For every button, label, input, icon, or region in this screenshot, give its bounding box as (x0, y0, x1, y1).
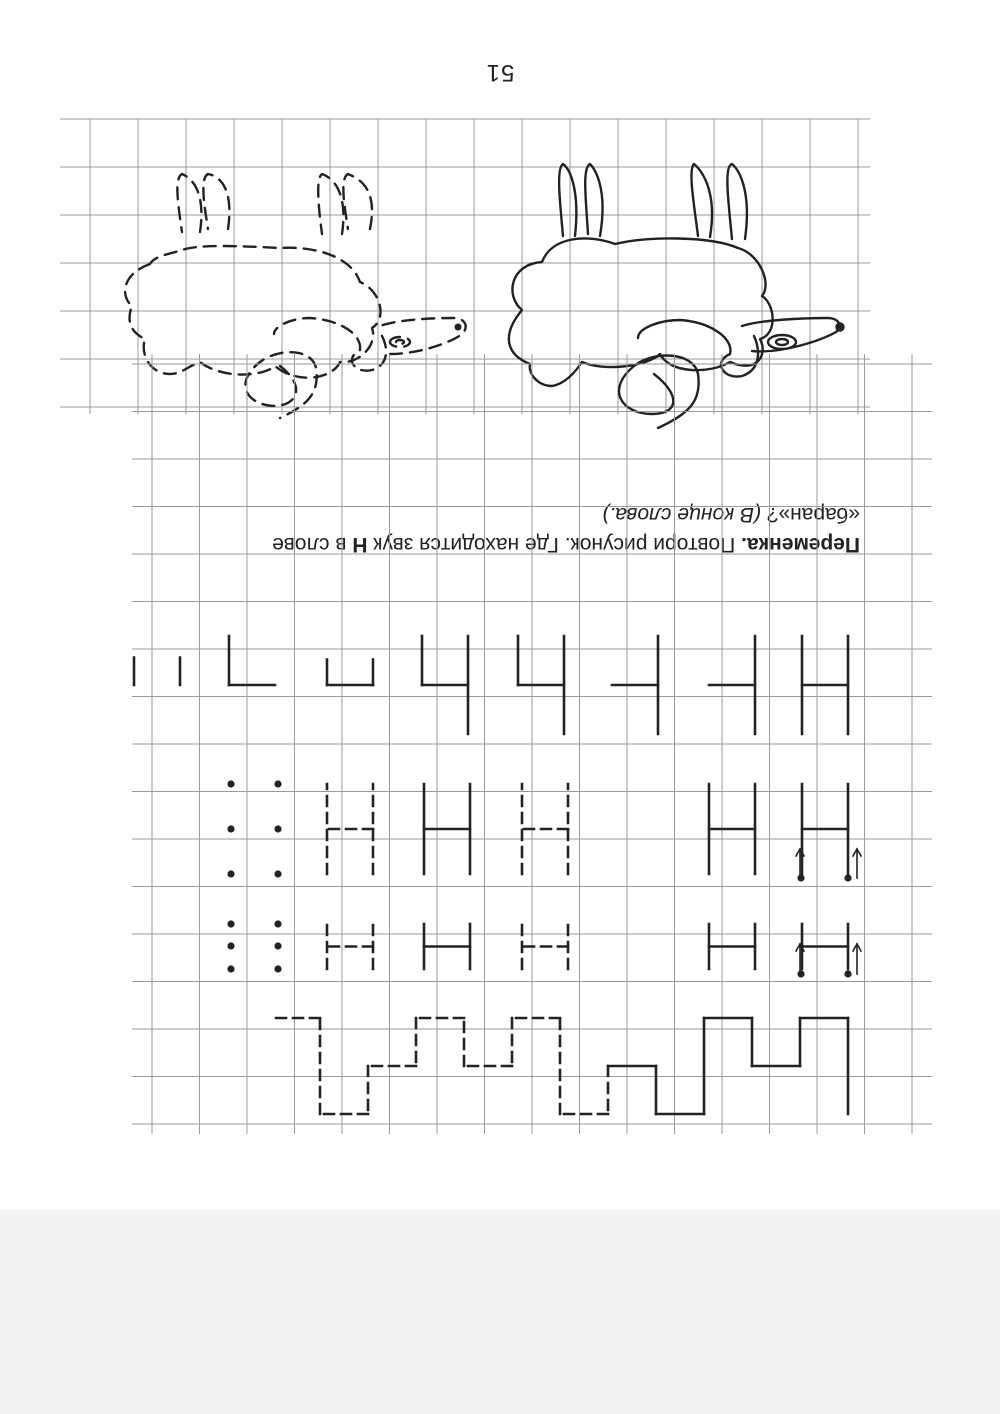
start-dot-icon (227, 965, 234, 972)
start-dot-icon (227, 825, 234, 832)
start-dot-icon (274, 780, 281, 787)
start-dot-icon (797, 874, 804, 881)
task-text: Повтори рисунок. Где находится звук (373, 533, 736, 556)
start-dot-icon (274, 920, 281, 927)
start-dot-icon (844, 970, 851, 977)
page-number: 51 (485, 59, 515, 86)
start-dot-icon (227, 870, 234, 877)
start-dot-icon (274, 825, 281, 832)
task-answer: (В конце слова.) (602, 503, 761, 526)
start-dots (227, 780, 851, 977)
start-dot-icon (844, 874, 851, 881)
task-word: «баран»? (766, 503, 860, 526)
start-dot-icon (227, 780, 234, 787)
start-dot-icon (274, 870, 281, 877)
letter-strokes (134, 636, 861, 1114)
start-dot-icon (274, 965, 281, 972)
task-letter: Н (352, 533, 368, 556)
start-dot-icon (797, 970, 804, 977)
start-dot-icon (274, 942, 281, 949)
task-text-after: в слове (272, 533, 347, 556)
start-dot-icon (227, 920, 234, 927)
task-label: Переменка. (741, 533, 860, 556)
start-dot-icon (227, 942, 234, 949)
